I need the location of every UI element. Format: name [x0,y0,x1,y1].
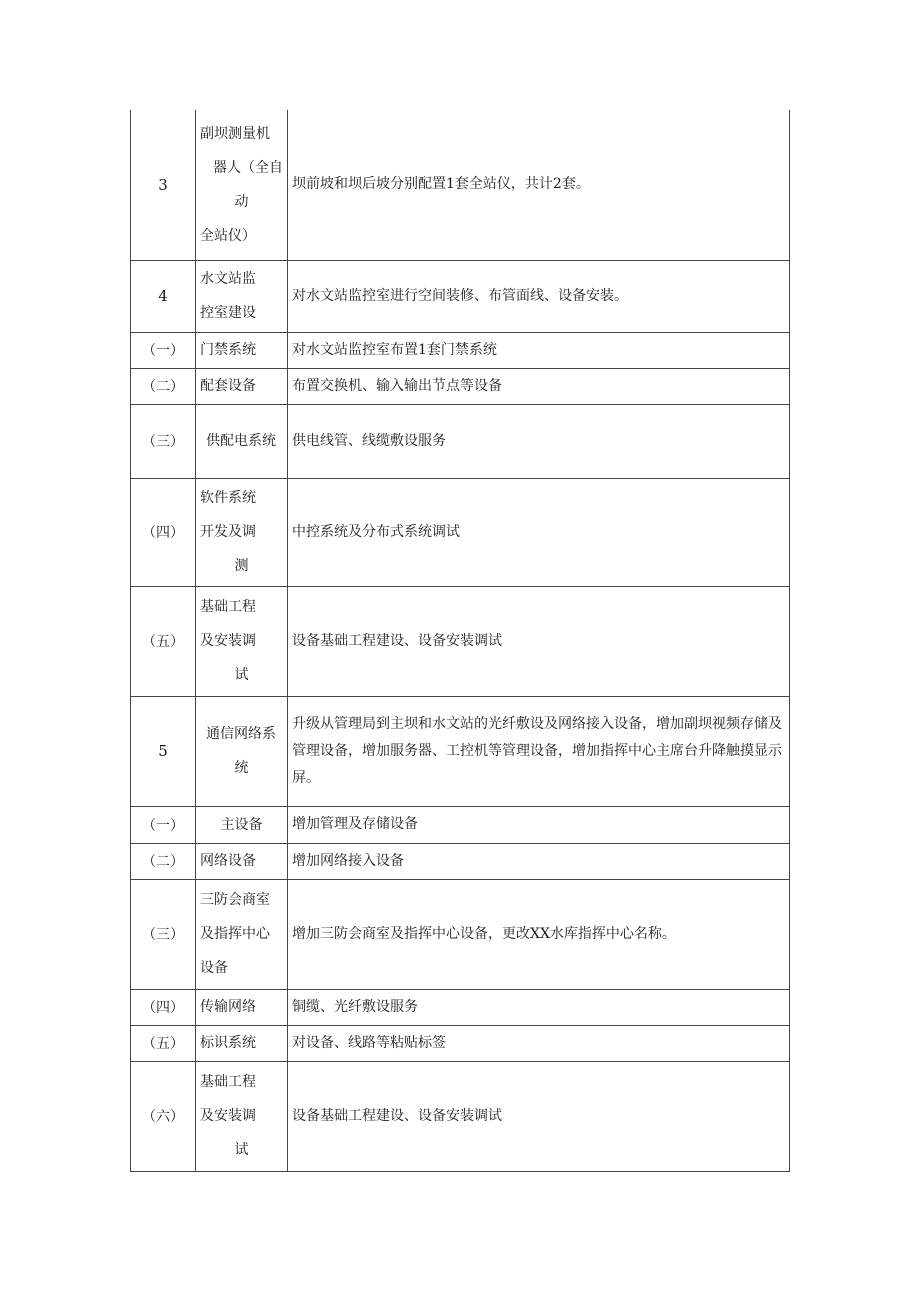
table-row [131,879,790,989]
item-name-line: 标识系统 [200,1035,256,1051]
item-name-line: 水文站监 [200,271,256,287]
item-name [196,332,288,368]
item-description: 对水文站监控室进行空间装修、布管面线、设备安装。 [288,260,790,332]
project-spec-table [130,110,790,1172]
item-description: 对水文站监控室布置1套门禁系统 [288,332,790,368]
table-row [131,806,790,843]
item-name-line: 门禁系统 [200,342,256,358]
row-number: （六） [131,1061,196,1171]
item-name [196,260,288,332]
row-number: （一） [131,332,196,368]
row-number: 5 [131,696,196,806]
item-name-line: 器人（全自 [213,159,283,176]
item-description: 增加三防会商室及指挥中心设备，更改XX水库指挥中心名称。 [288,879,790,989]
table-row [131,1025,790,1061]
table-row [131,1061,790,1171]
item-description: 设备基础工程建设、设备安装调试 [288,586,790,696]
item-description: 增加网络接入设备 [288,843,790,879]
item-name-line: 统 [234,760,249,776]
item-description: 升级从管理局到主坝和水文站的光纤敷设及网络接入设备，增加副坝视频存储及管理设备，增加服务器、工控机等管理设备，增加指挥中心主席台升降触摸显示屏。 [288,696,790,806]
item-name-line: 副坝测量机 [200,125,270,142]
row-number: （四） [131,478,196,586]
item-name-line: 主设备 [220,816,263,833]
item-description: 铜缆、光纤敷设服务 [288,989,790,1025]
item-name [196,989,288,1025]
table-row [131,260,790,332]
item-name-line: 传输网络 [200,999,256,1015]
row-number: （四） [131,989,196,1025]
item-name-line: 动 [234,193,249,210]
item-name [196,110,288,260]
row-number: 3 [131,110,196,260]
item-name-line: 设备 [200,960,228,976]
item-name-line: 及安装调 [200,633,256,649]
table-row [131,843,790,879]
item-name-line: 三防会商室 [200,892,270,908]
table-row [131,404,790,478]
item-name [196,696,288,806]
item-description: 供电线管、线缆敷设服务 [288,404,790,478]
item-description: 布置交换机、输入输出节点等设备 [288,368,790,404]
item-description: 中控系统及分布式系统调试 [288,478,790,586]
item-name-line: 及指挥中心 [200,926,270,942]
item-name-line: 及安装调 [200,1108,256,1124]
table-row [131,110,790,260]
item-name-line: 基础工程 [200,1074,256,1090]
row-number: （五） [131,1025,196,1061]
item-description: 对设备、线路等粘贴标签 [288,1025,790,1061]
item-name-line: 试 [234,667,249,683]
item-name-line: 基础工程 [200,599,256,615]
item-name [196,404,288,478]
table-row [131,696,790,806]
item-name-line: 通信网络系 [206,726,276,742]
item-description: 设备基础工程建设、设备安装调试 [288,1061,790,1171]
item-name [196,843,288,879]
row-number: （二） [131,843,196,879]
table-row [131,989,790,1025]
item-name-line: 控室建设 [200,305,256,321]
row-number: （三） [131,879,196,989]
item-name-line: 测 [234,558,249,574]
table-row [131,586,790,696]
item-name [196,586,288,696]
item-name-line: 供配电系统 [206,433,276,449]
item-name [196,806,288,843]
item-description: 增加管理及存储设备 [288,806,790,843]
item-name-line: 开发及调 [200,524,256,540]
row-number: （三） [131,404,196,478]
item-description: 坝前坡和坝后坡分别配置1套全站仪，共计2套。 [288,110,790,260]
table-row [131,478,790,586]
row-number: （五） [131,586,196,696]
item-name-line: 软件系统 [200,490,256,506]
table-row [131,332,790,368]
item-name-line: 配套设备 [200,378,256,394]
item-name [196,478,288,586]
row-number: （二） [131,368,196,404]
item-name [196,368,288,404]
row-number: 4 [131,260,196,332]
table-row [131,368,790,404]
item-name-line: 试 [234,1142,249,1158]
row-number: （一） [131,806,196,843]
item-name [196,1061,288,1171]
item-name-line: 网络设备 [200,853,256,869]
item-name [196,879,288,989]
item-name-line: 全站仪） [200,227,256,244]
item-name [196,1025,288,1061]
